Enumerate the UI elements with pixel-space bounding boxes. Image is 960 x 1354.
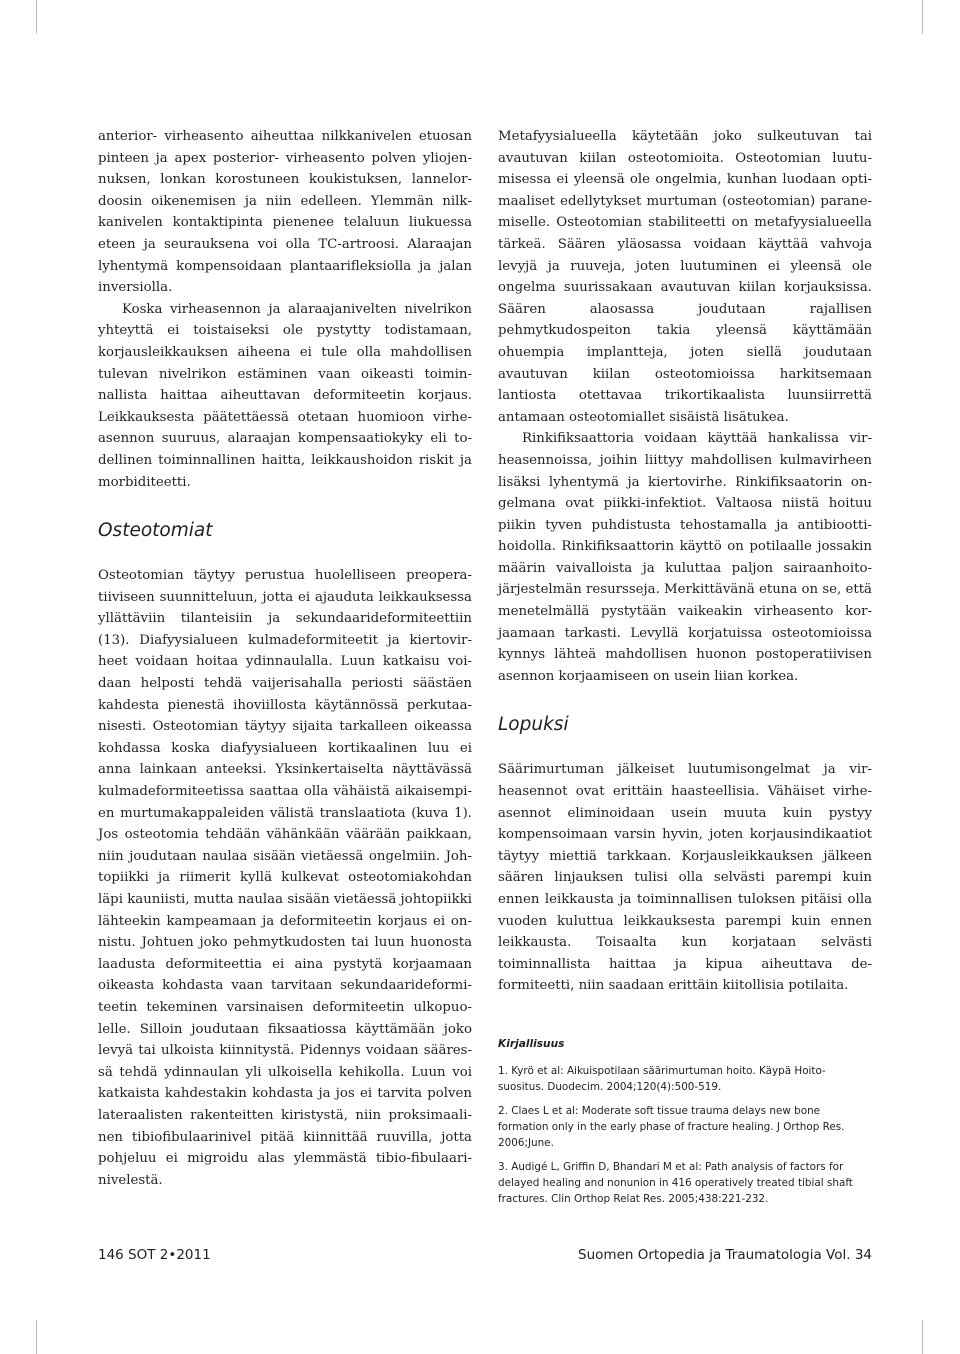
crop-mark-top-left	[36, 0, 37, 34]
section-heading: Lopuksi	[498, 714, 569, 736]
reference-item: 1. Kyrö et al: Aikuispotilaan säärimurtuman hoito. Käypä Hoito- suositus. Duodecim. 2004;120(4):500-519.	[498, 1064, 826, 1093]
section-heading: Osteotomiat	[98, 520, 213, 542]
body-paragraph: Osteotomian täytyy perustua huolelliseen preoperatiiviseen suunnitteluun, jotta ei ajauduta leikkauksessa yllättäviin tilanteisiin ja sekundaarideformiteettiin (13). Diafyysialueen kulmadeformiteetit ja kiertovirheet voidaan hoitaa ydinnaulalla. Luun katkaisu voidaan helposti tehdä vaijerisahalla periosti säästäen kahdesta pienestä ihoviillosta käytännössä perkutaanisesti. Osteotomian täytyy sijaita tarkalleen oikeassa kohdassa koska diafyysialueen kortikaalinen luu ei anna lainkaan anteeksi. Yksinkertaiselta näyttävässä kulmadeformiteetissa saattaa olla vähäistä aikaisempien murtumakappaleiden välistä translaatiota (kuva 1). Jos osteotomia tehdään vähänkään väärään paikkaan, niin joudutaan naulaa sisään vietäessä ongelmiin. Johtopiikki ja riimerit kyllä kulkevat osteotomiakohdan läpi kauniisti, mutta naulaa sisään vietäessä johtopiikki lähteekin kampeamaan ja deformiteetin korjaus ei onnistu. Johtuen joko pehmytkudosten tai luun huonosta laadusta deformiteettia ei aina pystytä korjaamaan oikeasta kohdasta vaan tarvitaan sekundaarideformiteetin tekeminen varsinaisen deformiteetin ulkopuolelle. Silloin joudutaan fiksaatiossa käyttämään joko levyä tai ulkoista kiinnitystä. Pidennys voidaan sääressä tehdä ydinnaulan yli ulkoisella kehikolla. Luun voi katkaista kahdestakin kohdasta ja jos ei tarvita polven lateraalisten rakenteitten kiristystä, niin proksimaalinen tibiofibulaarinivel pitää kiinnittää ruuvilla, jotta pohjeluu ei migroidu alas ylemmästä tibio-fibulaarinivelestä.	[98, 568, 472, 1188]
crop-mark-bottom-right	[922, 1320, 923, 1354]
footer-journal-name: Suomen Ortopedia ja Traumatologia Vol. 34	[578, 1247, 872, 1263]
body-paragraph: Rinkifiksaattoria voidaan käyttää hankalissa virheasennoissa, joihin liittyy mahdollisen kulmavirheen lisäksi lyhentymä ja kiertovirhe. Rinkifiksaatorin ongelmana ovat piikki-infektiot. Valtaosa niistä hoituu piikin tyven puhdistusta tehostamalla ja antibioottihoidolla. Rinkifiksaattorin käyttö on potilaalle jossakin määrin vaivalloista ja kuluttaa paljon sairaanhoitojärjestelmän resursseja. Merkittävänä etuna on se, että menetelmällä pystytään vaikeakin virheasento korjaamaan tarkasti. Levyllä korjatuissa osteotomioissa kynnys lähteä mahdollisen huonon postoperatiivisen asennon korjaamiseen on usein liian korkea.	[498, 431, 872, 684]
crop-mark-top-right	[922, 0, 923, 34]
body-paragraph: anterior- virheasento aiheuttaa nilkkanivelen etuosan pinteen ja apex posterior- virheasento polven yliojennuksen, lonkan korostuneen koukistuksen, lannelordoosin oikenemisen ja niin edelleen. Ylemmän nilkkanivelen kontaktipinta pienenee telaluun liukuessa eteen ja seurauksena voi olla TC-artroosi. Alaraajan lyhentymä kompensoidaan plantaarifleksiolla ja jalan inversiolla.	[98, 129, 472, 296]
crop-mark-bottom-left	[36, 1320, 37, 1354]
body-paragraph: Säärimurtuman jälkeiset luutumisongelmat ja virheasennot ovat erittäin haasteellisia. Vähäiset virheasennot eliminoidaan usein muuta kuin pystyy kompensoimaan varsin hyvin, joten korjausindikaatiot täytyy miettiä tarkkaan. Korjausleikkauksen jälkeen säären linjauksen tulisi olla selvästi parempi kuin ennen leikkausta ja toiminnallisen tuloksen pitäisi olla vuoden kuluttua leikkauksesta parempi kuin ennen leikkausta. Toisaalta kun korjataan selvästi toiminnallista haittaa ja kipua aiheuttava deformiteetti, niin saadaan erittäin kiitollisia potilaita.	[498, 762, 872, 994]
body-paragraph: Koska virheasennon ja alaraajanivelten nivelrikon yhteyttä ei toistaiseksi ole pystytty todistamaan, korjausleikkauksen aiheena ei tule olla mahdollisen tulevan nivelrikon estäminen vaan oikeasti toiminnallista haittaa aiheuttavan deformiteetin korjaus. Leikkauksesta päätettäessä otetaan huomioon virheasennon suuruus, alaraajan kompensaatiokyky eli todellinen toiminnallinen haitta, leikkaushoidon riskit ja morbiditeetti.	[98, 301, 472, 490]
right-column	[498, 126, 872, 1215]
footer-page-number: 146 SOT 2•2011	[98, 1247, 211, 1263]
reference-item: 3. Audigé L, Griffin D, Bhandari M et al: Path analysis of factors for delayed healing and nonunion in 416 operatively treated tibial shaft fractures. Clin Orthop Relat Res. 2005;438:221-232.	[498, 1160, 853, 1205]
left-column	[98, 126, 472, 1191]
reference-item: 2. Claes L et al: Moderate soft tissue trauma delays new bone formation only in the early phase of fracture healing. J Orthop Res. 2006;June.	[498, 1104, 845, 1149]
references-title: Kirjallisuus	[498, 1037, 565, 1050]
body-paragraph: Metafyysialueella käytetään joko sulkeutuvan tai avautuvan kiilan osteotomioita. Osteotomian luutumisessa ei yleensä ole ongelmia, kunhan luodaan optimaaliset edellytykset murtuman (osteotomian) paranemiselle. Osteotomian stabiliteetti on metafyysialueella tärkeä. Säären yläosassa voidaan käyttää vahvoja levyjä ja ruuveja, joten luutuminen ei yleensä ole ongelma suurissakaan avautuvan kiilan korjauksissa. Säären alaosassa joudutaan rajallisen pehmytkudospeiton takia yleensä käyttämään ohuempia implantteja, joten siellä joudutaan avautuvan kiilan osteotomioissa harkitsemaan lantiosta otettavaa trikortikaalista luunsiirrettä antamaan osteotomiallet sisäistä lisätukea.	[498, 129, 872, 425]
